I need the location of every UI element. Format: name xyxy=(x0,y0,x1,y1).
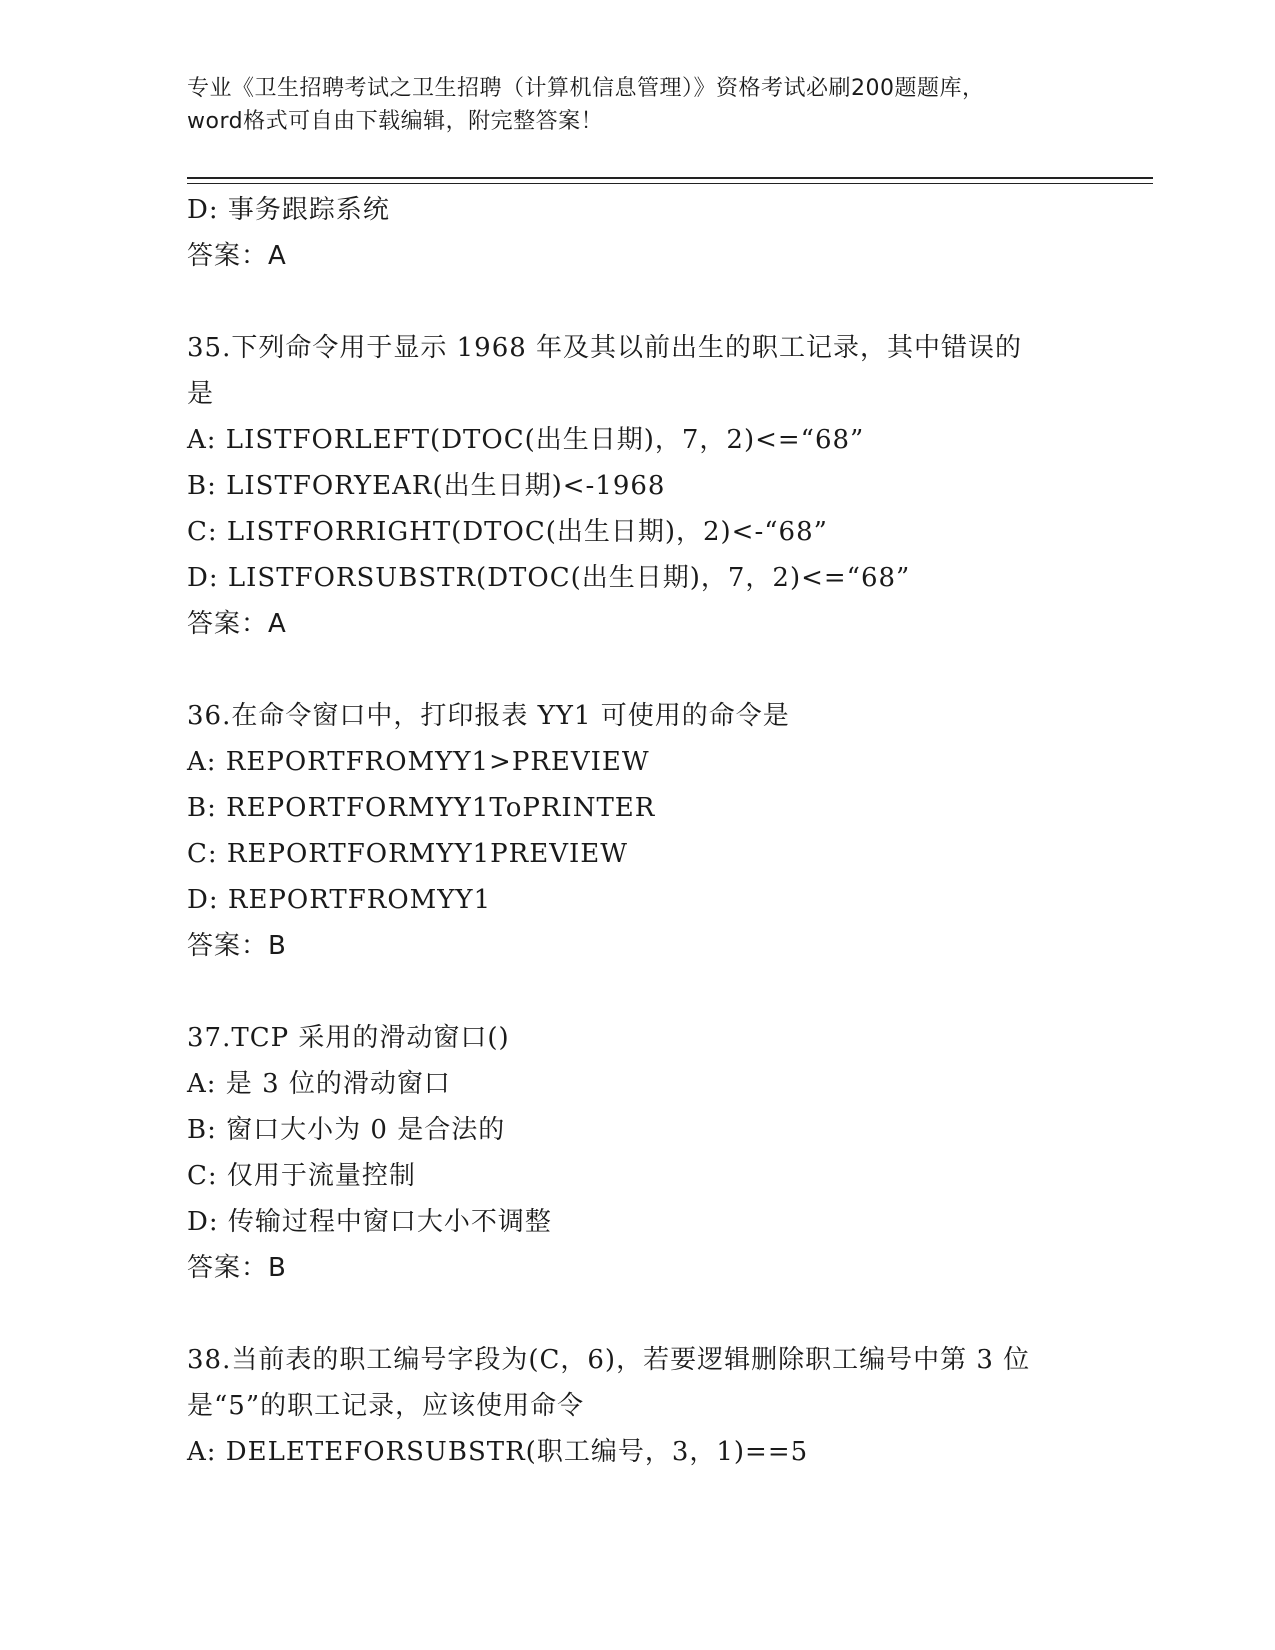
q37-option-a: A: 是 3 位的滑动窗口 xyxy=(187,1069,451,1099)
header-divider-thin xyxy=(187,183,1153,184)
q36-option-a: A: REPORTFROMYY1>PREVIEW xyxy=(187,747,650,777)
q38-stem-line-1: 38.当前表的职工编号字段为(C，6)，若要逻辑删除职工编号中第 3 位 xyxy=(187,1345,1031,1375)
question-list xyxy=(187,187,1087,1475)
q35-option-d: D: LISTFORSUBSTR(DTOC(出生日期)，7，2)<=“68” xyxy=(187,563,911,593)
q35-answer: 答案：A xyxy=(187,609,287,639)
q37-answer: 答案：B xyxy=(187,1253,287,1283)
q36-option-b: B: REPORTFORMYY1ToPRINTER xyxy=(187,793,656,823)
q36-option-d: D: REPORTFROMYY1 xyxy=(187,885,492,915)
q38-stem-line-2: 是“5”的职工记录，应该使用命令 xyxy=(187,1391,585,1421)
q35-stem-line-1: 35.下列命令用于显示 1968 年及其以前出生的职工记录，其中错误的 xyxy=(187,333,1023,363)
header-line-2: word格式可自由下载编辑，附完整答案！ xyxy=(187,109,604,134)
q35-option-a: A: LISTFORLEFT(DTOC(出生日期)，7，2)<=“68” xyxy=(187,425,865,455)
q35-option-c: C: LISTFORRIGHT(DTOC(出生日期)，2)<-“68” xyxy=(187,517,828,547)
spacer xyxy=(187,279,1087,325)
q37-option-c: C: 仅用于流量控制 xyxy=(187,1161,416,1191)
q36-stem: 36.在命令窗口中，打印报表 YY1 可使用的命令是 xyxy=(187,701,790,731)
q34-answer: 答案：A xyxy=(187,241,287,271)
spacer xyxy=(187,647,1087,693)
spacer xyxy=(187,969,1087,1015)
q35-option-b: B: LISTFORYEAR(出生日期)<-1968 xyxy=(187,471,666,501)
spacer xyxy=(187,1291,1087,1337)
q38-option-a: A: DELETEFORSUBSTR(职工编号，3，1)==5 xyxy=(187,1437,809,1467)
q37-option-b: B: 窗口大小为 0 是合法的 xyxy=(187,1115,506,1145)
q36-answer: 答案：B xyxy=(187,931,287,961)
q34-option-d: D: 事务跟踪系统 xyxy=(187,195,390,225)
q37-option-d: D: 传输过程中窗口大小不调整 xyxy=(187,1207,552,1237)
header-divider-thick xyxy=(187,177,1153,179)
q36-option-c: C: REPORTFORMYY1PREVIEW xyxy=(187,839,628,869)
header-line-1: 专业《卫生招聘考试之卫生招聘（计算机信息管理）》资格考试必刷200题题库， xyxy=(187,76,985,101)
q37-stem: 37.TCP 采用的滑动窗口() xyxy=(187,1023,510,1053)
document-header xyxy=(187,72,1087,138)
q35-stem-line-2: 是 xyxy=(187,379,215,409)
